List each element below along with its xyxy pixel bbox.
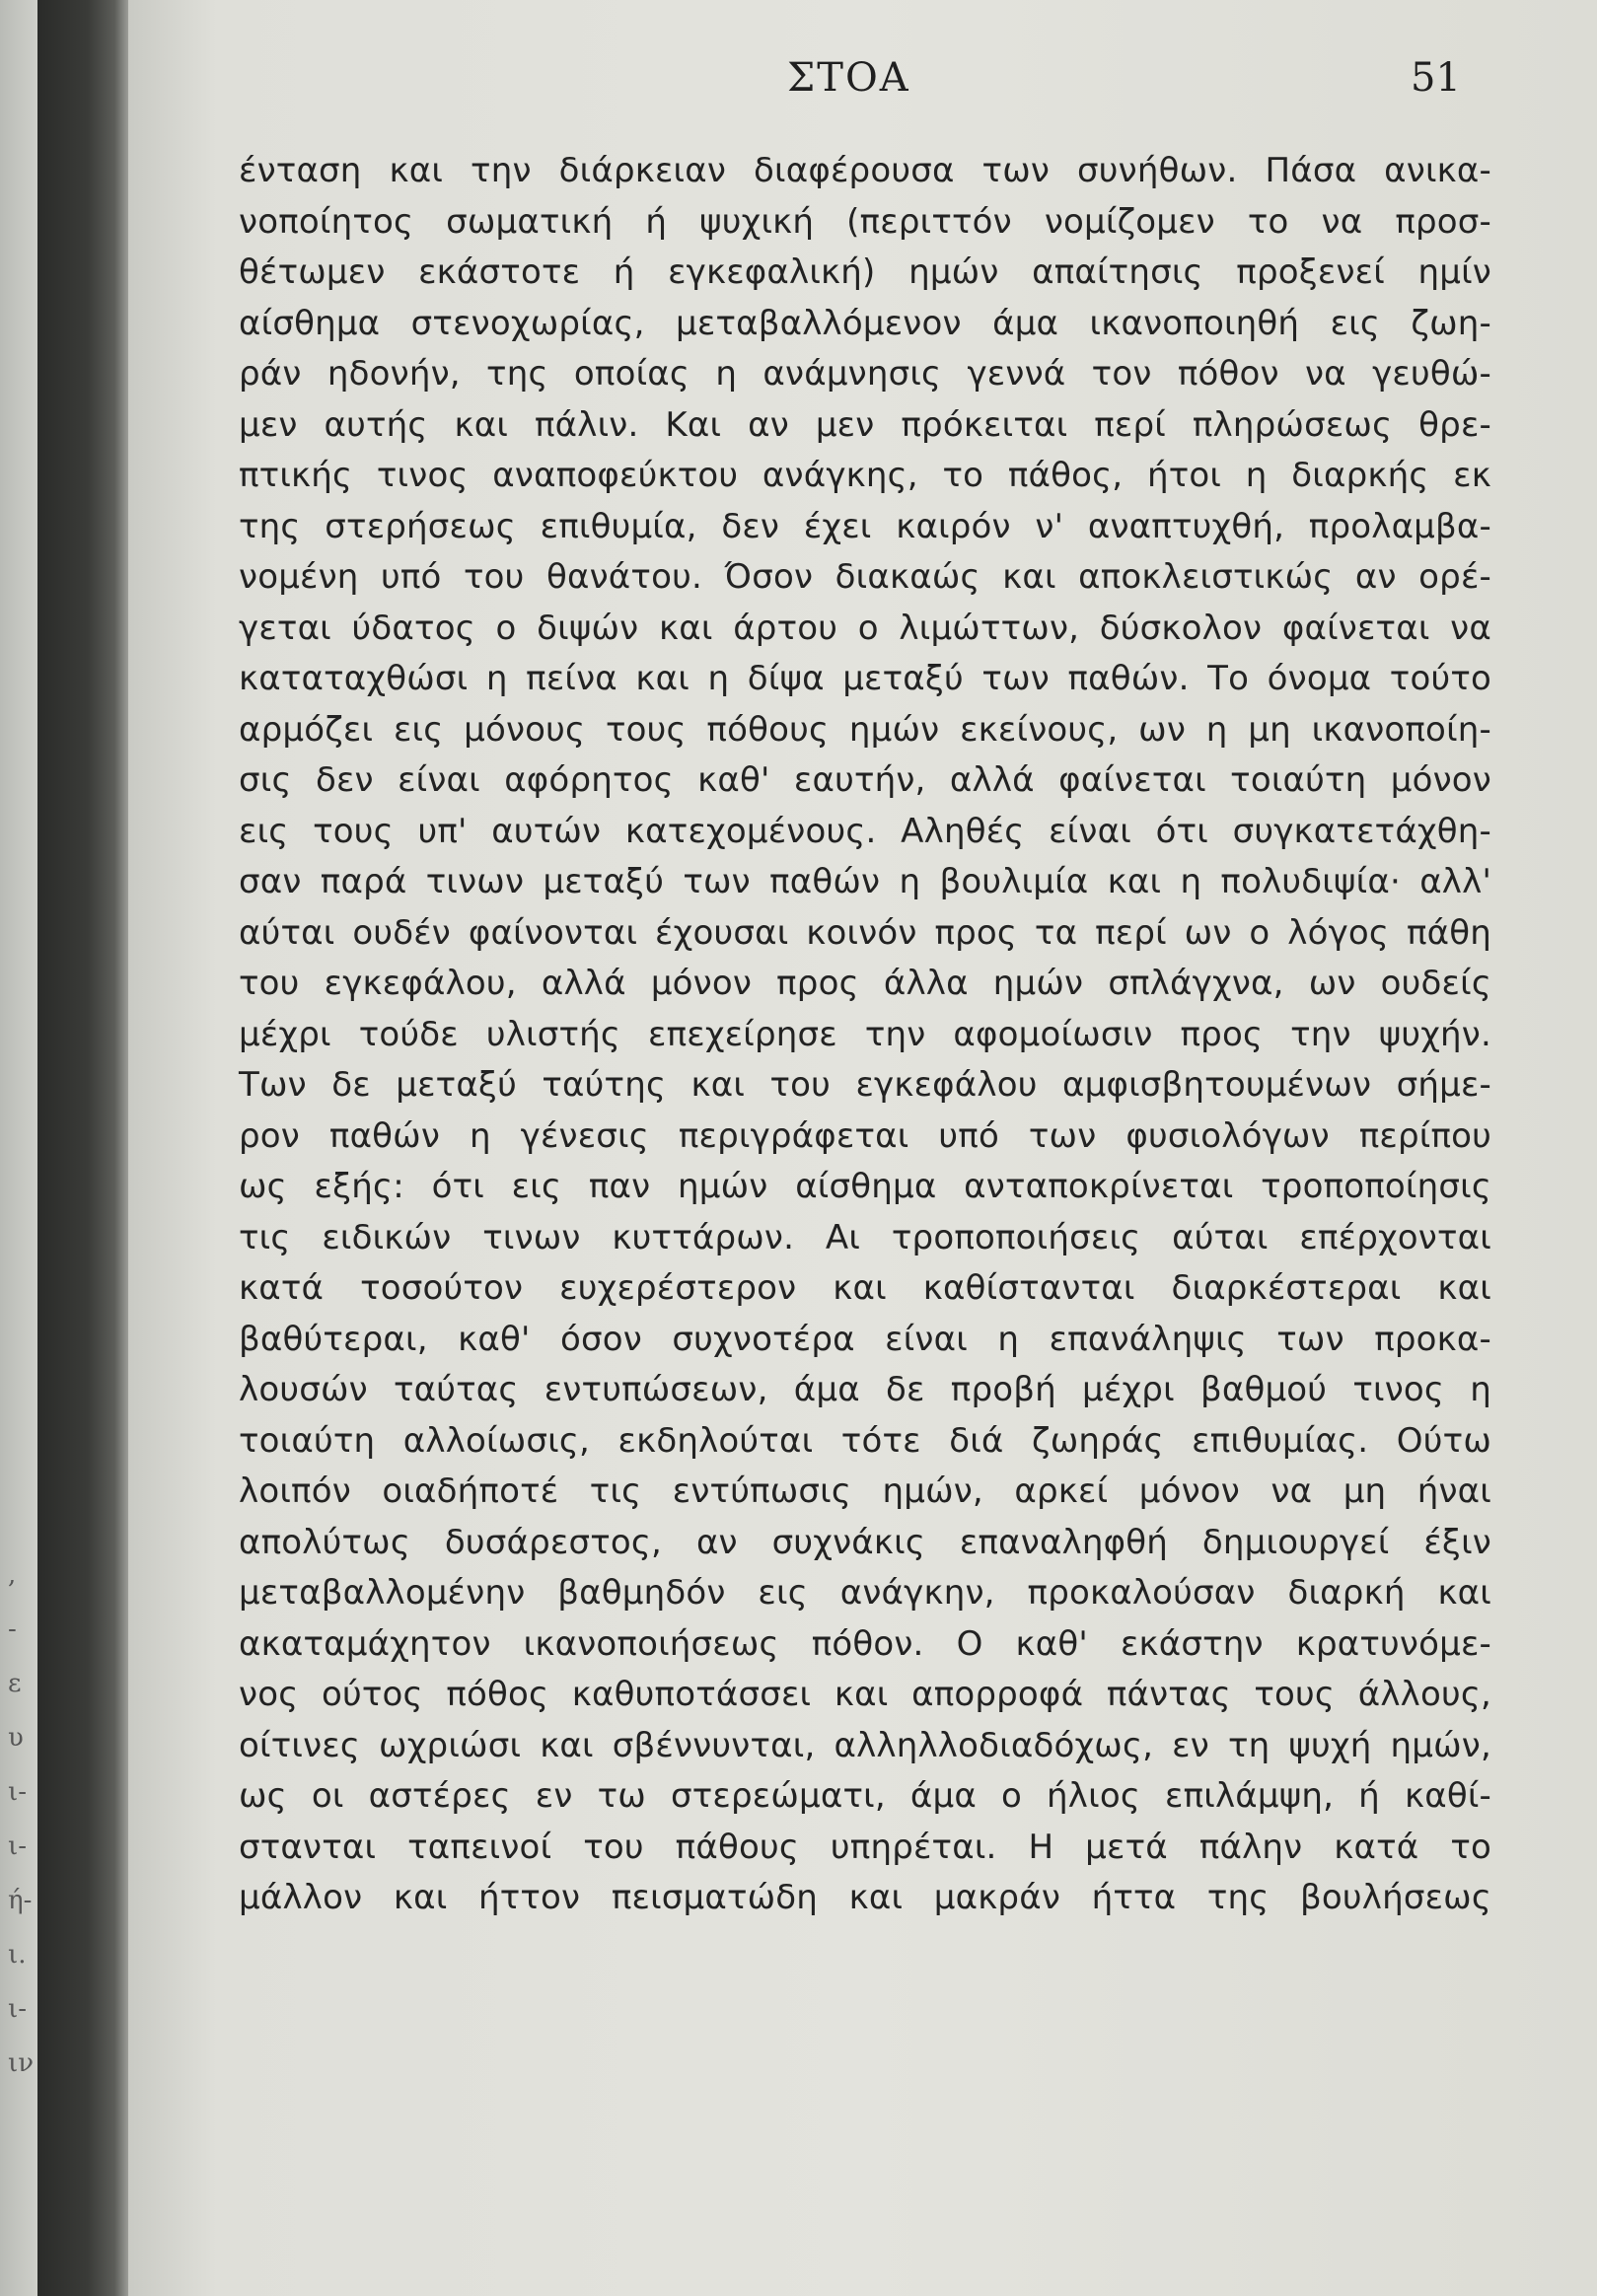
margin-mark: ιν: [8, 2048, 34, 2078]
text-line: μέχρι τούδε υλιστής επεχείρησε την αφομοίωσιν προς την ψυχήν.: [239, 1014, 1491, 1054]
book-gutter: [37, 0, 128, 2296]
margin-mark: -: [8, 1614, 17, 1644]
text-line: τοιαύτη αλλοίωσις, εκδηλούται τότε διά ζωηράς επιθυμίας. Ούτω: [239, 1420, 1491, 1461]
page-number: 51: [1411, 55, 1461, 101]
text-line: σις δεν είναι αφόρητος καθ' εαυτήν, αλλά φαίνεται τοιαύτη μόνον: [239, 760, 1491, 800]
text-line: απολύτως δυσάρεστος, αν συχνάκις επαναληφθή δημιουργεί έξιν: [239, 1522, 1491, 1562]
text-line: ως εξής: ότι εις παν ημών αίσθημα ανταποκρίνεται τροποποίησις: [239, 1167, 1491, 1206]
margin-mark: ή-: [8, 1886, 33, 1915]
text-line: λουσών ταύτας εντυπώσεων, άμα δε προβή μέχρι βαθμού τινος η: [239, 1370, 1491, 1409]
text-line: εις τους υπ' αυτών κατεχομένους. Αληθές είναι ότι συγκατετάχθη-: [239, 811, 1491, 851]
text-line: κατά τοσούτον ευχερέστερον και καθίστανται διαρκέστεραι και: [239, 1268, 1491, 1308]
text-line: μεταβαλλομένην βαθμηδόν εις ανάγκην, προκαλούσαν διαρκή και: [239, 1573, 1491, 1613]
body-text: [239, 146, 1491, 1924]
text-line: νος ούτος πόθος καθυποτάσσει και απορροφά πάντας τους άλλους,: [239, 1675, 1491, 1714]
text-line: βαθύτεραι, καθ' όσον συχνοτέρα είναι η επανάληψις των προκα-: [239, 1319, 1491, 1359]
running-head: [128, 55, 1597, 114]
margin-mark: ι-: [8, 1777, 27, 1807]
margin-mark: ι-: [8, 1831, 27, 1861]
text-line: ένταση και την διάρκειαν διαφέρουσα των συνήθων. Πάσα ανικα-: [239, 151, 1491, 190]
text-line: γεται ύδατος ο διψών και άρτου ο λιμώττων, δύσκολον φαίνεται να: [239, 608, 1491, 648]
text-line: μάλλον και ήττον πεισματώδη και μακράν ήττα της βουλήσεως: [239, 1878, 1491, 1917]
facing-page-margin: [8, 1548, 47, 2091]
text-line: ως οι αστέρες εν τω στερεώματι, άμα ο ήλιος επιλάμψη, ή καθί-: [239, 1776, 1491, 1816]
margin-mark: ,: [8, 1560, 17, 1590]
margin-mark: ι-: [8, 1994, 27, 2024]
running-title: ΣΤΟΑ: [787, 55, 910, 101]
text-line: νοποίητος σωματική ή ψυχική (περιττόν νομίζομεν το να προσ-: [239, 201, 1491, 242]
text-line: μεν αυτής και πάλιν. Και αν μεν πρόκειται περί πληρώσεως θρε-: [239, 404, 1491, 445]
text-line: θέτωμεν εκάστοτε ή εγκεφαλική) ημών απαίτησις προξενεί ημίν: [239, 252, 1491, 292]
text-line: αρμόζει εις μόνους τους πόθους ημών εκείνους, ων η μη ικανοποίη-: [239, 709, 1491, 750]
text-line: αύται ουδέν φαίνονται έχουσαι κοινόν προς τα περί ων ο λόγος πάθη: [239, 912, 1491, 953]
text-line: ακαταμάχητον ικανοποιήσεως πόθον. Ο καθ' εκάστην κρατυνόμε-: [239, 1623, 1491, 1664]
margin-mark: ι.: [8, 1940, 27, 1970]
margin-mark: ε: [8, 1669, 22, 1698]
margin-mark: υ: [8, 1723, 24, 1753]
text-line: νομένη υπό του θανάτου. Όσον διακαώς και αποκλειστικώς αν ορέ-: [239, 557, 1491, 597]
text-line: του εγκεφάλου, αλλά μόνον προς άλλα ημών σπλάγχνα, ων ουδείς: [239, 964, 1491, 1003]
text-line: πτικής τινος αναποφεύκτου ανάγκης, το πάθος, ήτοι η διαρκής εκ: [239, 456, 1491, 495]
text-line: στανται ταπεινοί του πάθους υπηρέται. Η μετά πάλην κατά το: [239, 1827, 1491, 1867]
text-line: της στερήσεως επιθυμία, δεν έχει καιρόν ν' αναπτυχθή, προλαμβα-: [239, 506, 1491, 546]
text-line: καταταχθώσι η πείνα και η δίψα μεταξύ των παθών. Το όνομα τούτο: [239, 659, 1491, 698]
text-line: λοιπόν οιαδήποτέ τις εντύπωσις ημών, αρκεί μόνον να μη ήναι: [239, 1471, 1491, 1511]
text-line: ρον παθών η γένεσις περιγράφεται υπό των φυσιολόγων περίπου: [239, 1115, 1491, 1156]
text-line: τις ειδικών τινων κυττάρων. Αι τροποποιήσεις αύται επέρχονται: [239, 1217, 1491, 1257]
text-line: οίτινες ωχριώσι και σβέννυνται, αλληλλοδιαδόχως, εν τη ψυχή ημών,: [239, 1725, 1491, 1765]
text-line: αίσθημα στενοχωρίας, μεταβαλλόμενον άμα ικανοποιηθή εις ζωη-: [239, 303, 1491, 343]
text-line: σαν παρά τινων μεταξύ των παθών η βουλιμία και η πολυδιψία· αλλ': [239, 862, 1491, 901]
text-line: Των δε μεταξύ ταύτης και του εγκεφάλου αμφισβητουμένων σήμε-: [239, 1065, 1491, 1105]
text-line: ράν ηδονήν, της οποίας η ανάμνησις γεννά τον πόθον να γευθώ-: [239, 354, 1491, 394]
